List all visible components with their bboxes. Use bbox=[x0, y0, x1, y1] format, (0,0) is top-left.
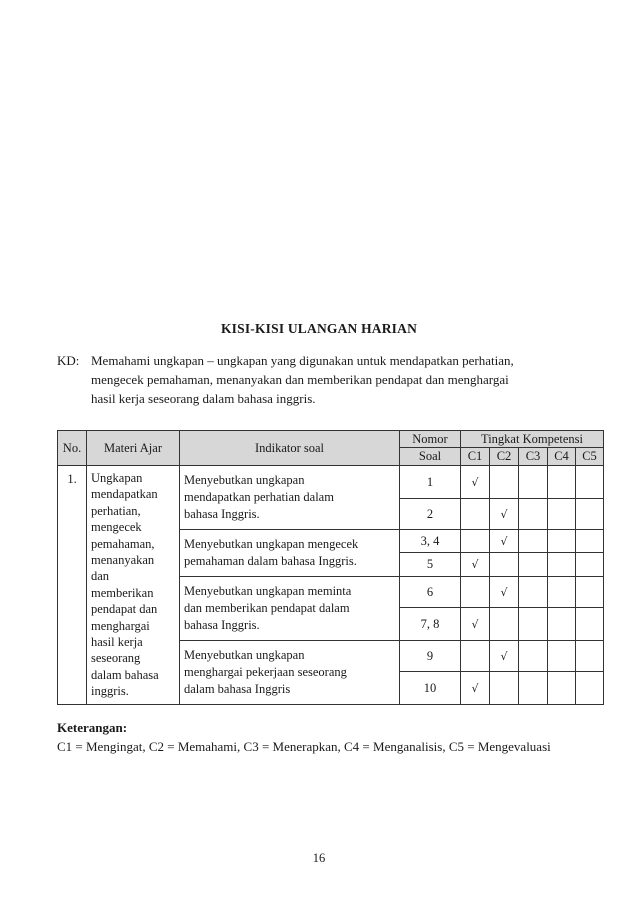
keterangan-heading: Keterangan: bbox=[57, 720, 128, 735]
c5-cell bbox=[576, 641, 604, 672]
c2-checkmark: √ bbox=[490, 499, 519, 530]
kd-line: hasil kerja seseorang dalam bahasa inggris. bbox=[91, 391, 316, 406]
c4-cell bbox=[548, 553, 576, 577]
nomor-soal-cell: 6 bbox=[400, 577, 461, 608]
c4-cell bbox=[548, 499, 576, 530]
c1-cell bbox=[461, 530, 490, 553]
c2-checkmark: √ bbox=[490, 577, 519, 608]
kd-line: Memahami ungkapan – ungkapan yang digunakan untuk mendapatkan perhatian, bbox=[91, 353, 514, 368]
indikator-line: dalam bahasa Inggris bbox=[184, 682, 291, 696]
indikator-line: dan memberikan pendapat dalam bbox=[184, 601, 350, 615]
c4-cell bbox=[548, 577, 576, 608]
c1-checkmark: √ bbox=[461, 553, 490, 577]
indikator-line: bahasa Inggris. bbox=[184, 507, 260, 521]
c4-cell bbox=[548, 466, 576, 499]
materi-cell bbox=[87, 466, 180, 705]
materi-line: dan bbox=[91, 569, 110, 584]
c2-cell bbox=[490, 466, 519, 499]
header-materi: Materi Ajar bbox=[87, 431, 180, 466]
header-level: C3 bbox=[519, 448, 548, 466]
c3-cell bbox=[519, 641, 548, 672]
header-no: No. bbox=[58, 431, 87, 466]
nomor-soal-cell: 5 bbox=[400, 553, 461, 577]
c2-cell bbox=[490, 672, 519, 705]
header-nomor: Nomor bbox=[400, 431, 461, 448]
c1-cell bbox=[461, 499, 490, 530]
materi-line: menanyakan bbox=[91, 553, 155, 568]
c1-checkmark: √ bbox=[461, 608, 490, 641]
header-soal: Soal bbox=[400, 448, 461, 466]
indikator-line: Menyebutkan ungkapan bbox=[184, 473, 305, 487]
document-title: KISI-KISI ULANGAN HARIAN bbox=[220, 321, 418, 336]
materi-line: dalam bahasa bbox=[91, 667, 159, 682]
c3-cell bbox=[519, 553, 548, 577]
c4-cell bbox=[548, 608, 576, 641]
header-indikator: Indikator soal bbox=[180, 431, 400, 466]
materi-line: Ungkapan bbox=[91, 471, 143, 485]
header-tingkat: Tingkat Kompetensi bbox=[461, 431, 604, 448]
c2-checkmark: √ bbox=[490, 530, 519, 553]
c2-cell bbox=[490, 553, 519, 577]
c3-cell bbox=[519, 608, 548, 641]
indikator-cell bbox=[180, 577, 400, 641]
indikator-line: mendapatkan perhatian dalam bbox=[184, 490, 334, 504]
materi-line: pendapat dan bbox=[91, 602, 158, 617]
materi-line: perhatian, bbox=[91, 503, 141, 518]
kisi-kisi-table bbox=[57, 430, 604, 705]
c1-checkmark: √ bbox=[461, 466, 490, 499]
c5-cell bbox=[576, 577, 604, 608]
indikator-line: Menyebutkan ungkapan meminta bbox=[184, 584, 352, 598]
keterangan-text: C1 = Mengingat, C2 = Memahami, C3 = Menerapkan, C4 = Menganalisis, C5 = Mengevaluasi bbox=[57, 739, 551, 754]
indikator-line: menghargai pekerjaan seseorang bbox=[184, 665, 347, 679]
header-level: C5 bbox=[576, 448, 604, 466]
c2-cell bbox=[490, 608, 519, 641]
materi-line: hasil kerja bbox=[91, 635, 143, 650]
c1-cell bbox=[461, 641, 490, 672]
page-number: 16 bbox=[312, 851, 326, 865]
kd-line: mengecek pemahaman, menanyakan dan memberikan pendapat dan menghargai bbox=[91, 372, 509, 387]
nomor-soal-cell: 10 bbox=[400, 672, 461, 705]
nomor-soal-cell: 2 bbox=[400, 499, 461, 530]
c5-cell bbox=[576, 530, 604, 553]
keterangan bbox=[57, 718, 551, 756]
materi-line: mengecek bbox=[91, 520, 142, 535]
c4-cell bbox=[548, 641, 576, 672]
c3-cell bbox=[519, 530, 548, 553]
nomor-soal-cell: 9 bbox=[400, 641, 461, 672]
c3-cell bbox=[519, 466, 548, 499]
header-level: C2 bbox=[490, 448, 519, 466]
materi-line: menghargai bbox=[91, 618, 150, 633]
materi-line: mendapatkan bbox=[91, 487, 158, 502]
indikator-cell bbox=[180, 530, 400, 577]
indikator-line: pemahaman dalam bahasa Inggris. bbox=[184, 554, 357, 568]
materi-line: inggris. bbox=[91, 684, 129, 699]
c2-checkmark: √ bbox=[490, 641, 519, 672]
c5-cell bbox=[576, 553, 604, 577]
indikator-cell bbox=[180, 466, 400, 530]
c5-cell bbox=[576, 499, 604, 530]
c3-cell bbox=[519, 499, 548, 530]
indikator-cell bbox=[180, 641, 400, 705]
c3-cell bbox=[519, 577, 548, 608]
c4-cell bbox=[548, 530, 576, 553]
materi-line: memberikan bbox=[91, 585, 154, 600]
header-level: C4 bbox=[548, 448, 576, 466]
c3-cell bbox=[519, 672, 548, 705]
c1-cell bbox=[461, 577, 490, 608]
kd-label: KD: bbox=[57, 353, 80, 368]
c5-cell bbox=[576, 608, 604, 641]
c4-cell bbox=[548, 672, 576, 705]
nomor-soal-cell: 1 bbox=[400, 466, 461, 499]
materi-line: pemahaman, bbox=[91, 536, 155, 551]
indikator-line: bahasa Inggris. bbox=[184, 618, 260, 632]
header-level: C1 bbox=[461, 448, 490, 466]
c1-checkmark: √ bbox=[461, 672, 490, 705]
c5-cell bbox=[576, 672, 604, 705]
kd-text bbox=[91, 351, 591, 408]
indikator-line: Menyebutkan ungkapan bbox=[184, 648, 305, 662]
nomor-soal-cell: 3, 4 bbox=[400, 530, 461, 553]
c5-cell bbox=[576, 466, 604, 499]
nomor-soal-cell: 7, 8 bbox=[400, 608, 461, 641]
indikator-line: Menyebutkan ungkapan mengecek bbox=[184, 537, 359, 551]
materi-line: seseorang bbox=[91, 651, 141, 666]
row-number: 1. bbox=[58, 466, 87, 705]
